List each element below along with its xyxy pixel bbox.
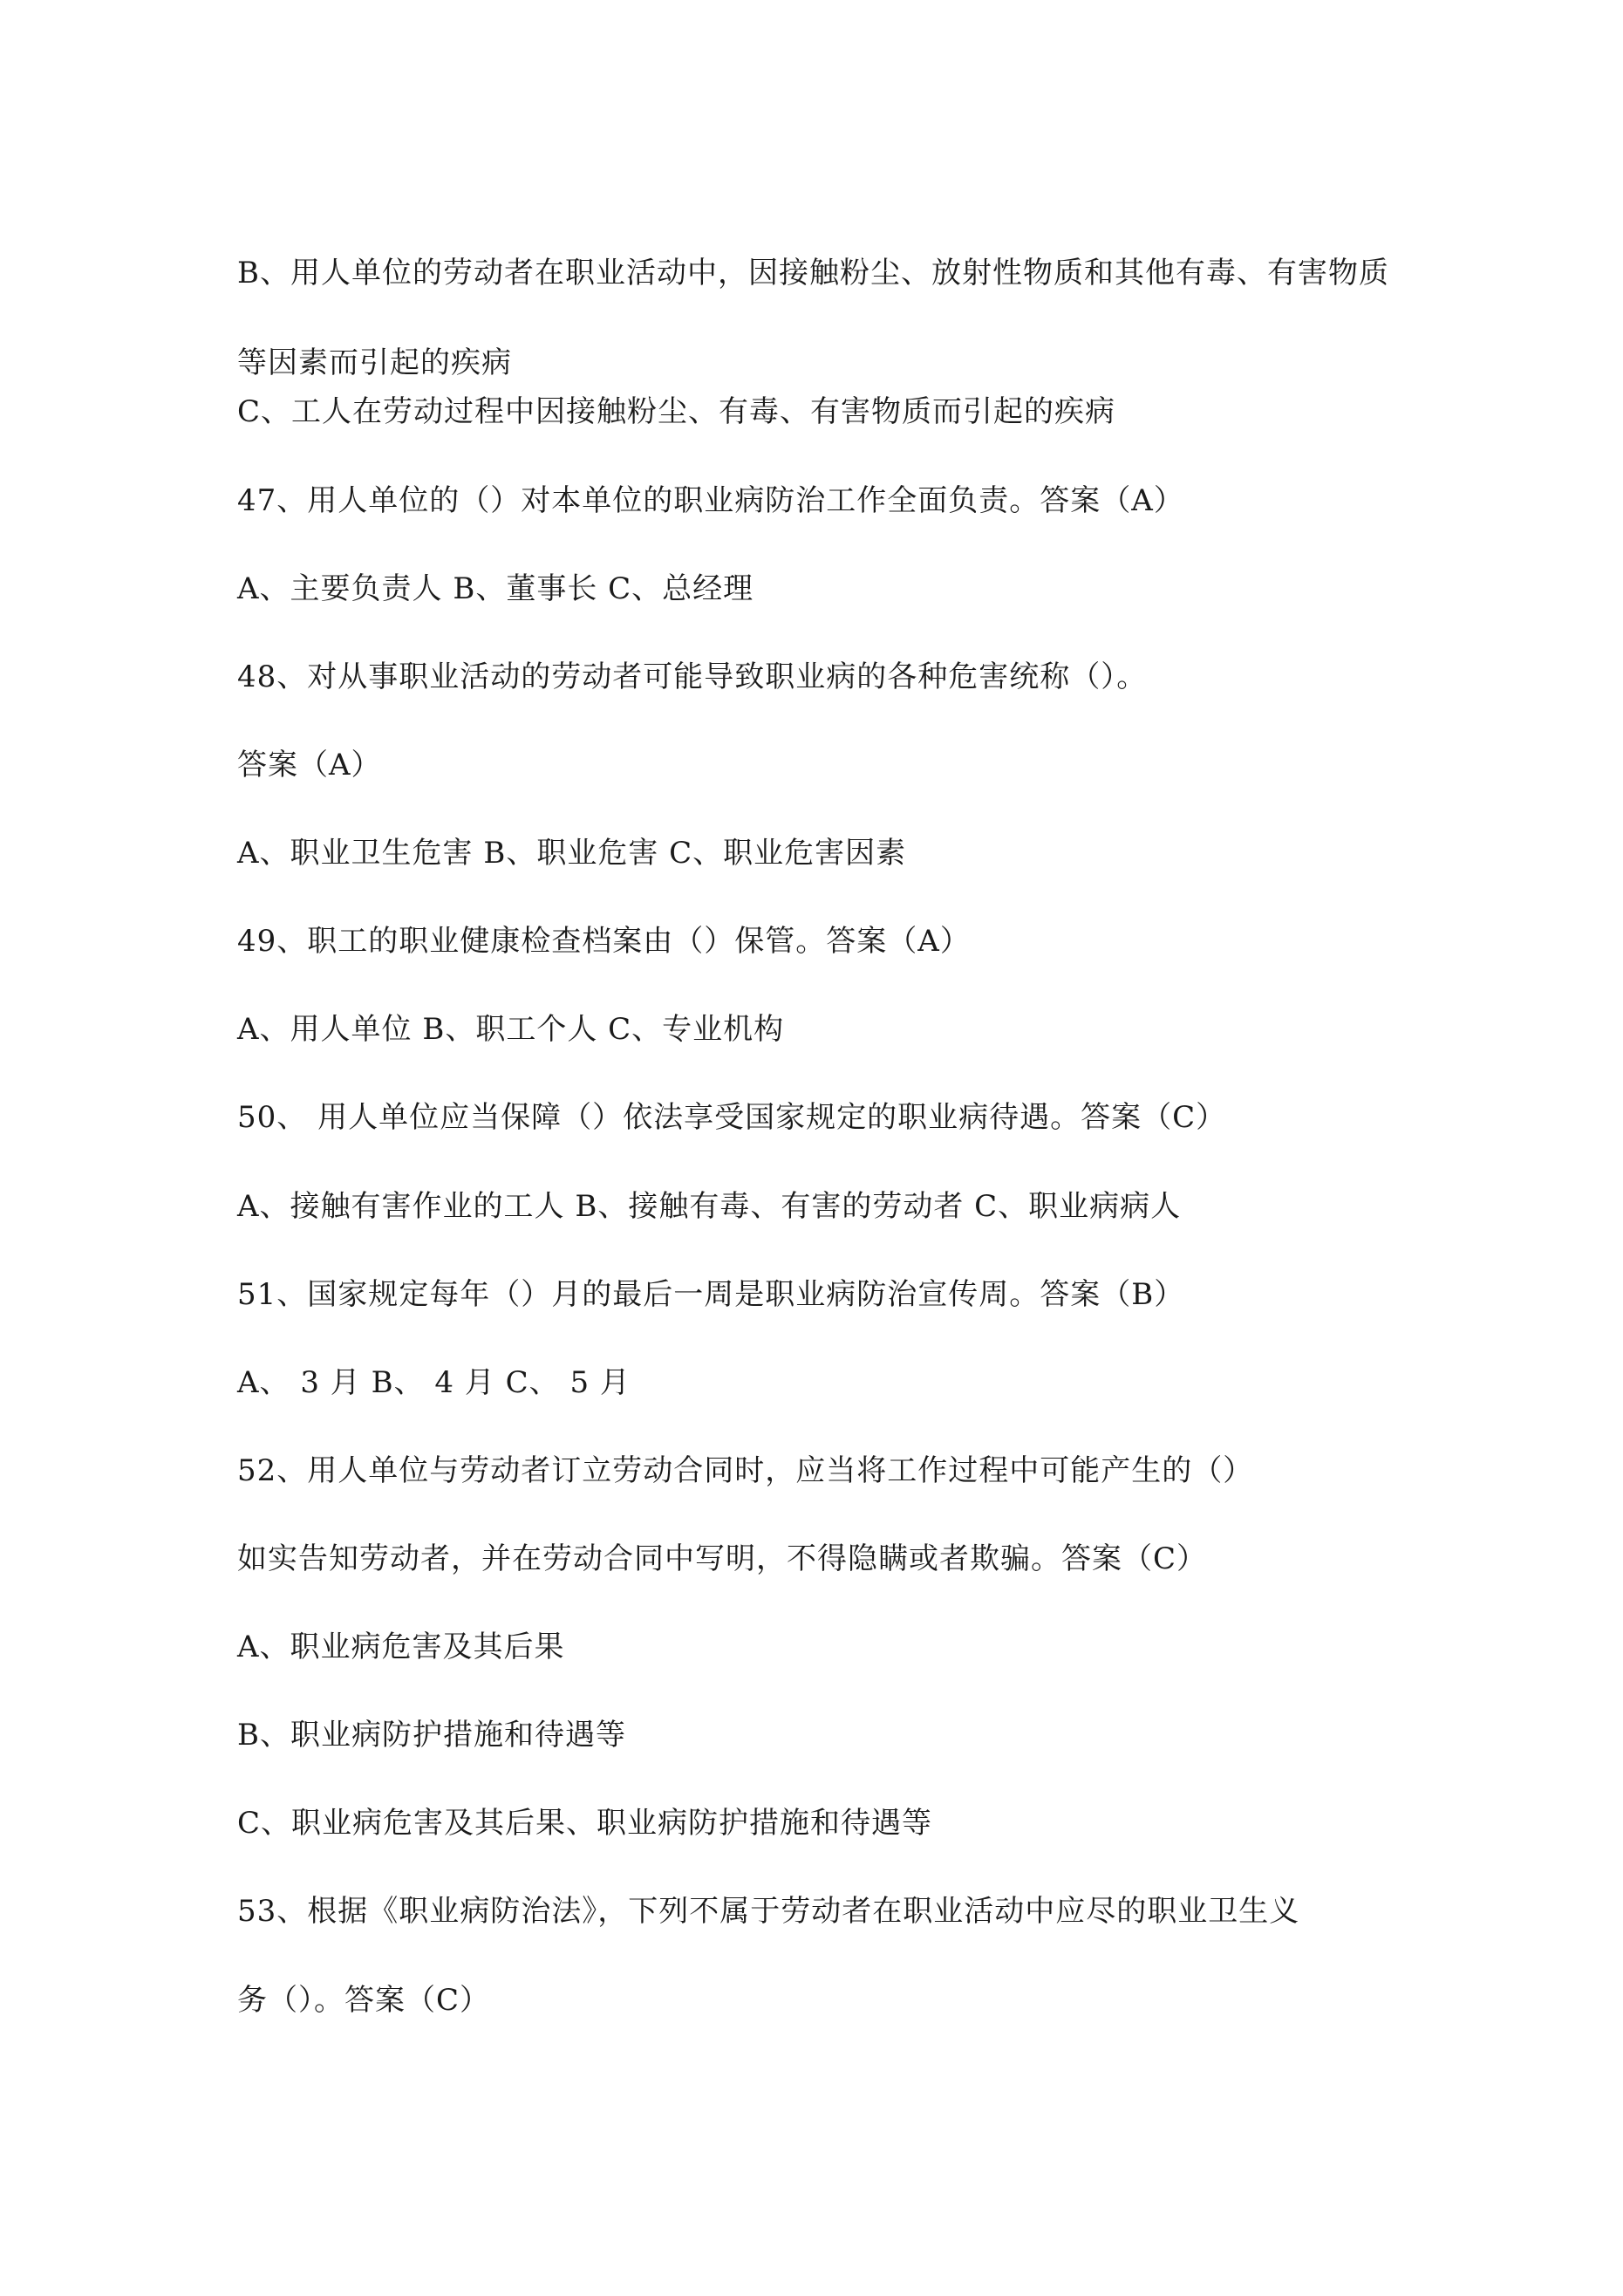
question-52: 52、用人单位与劳动者订立劳动合同时，应当将工作过程中可能产生的（）: [237, 1453, 1254, 1488]
question-53: 53、根据《职业病防治法》，下列不属于劳动者在职业活动中应尽的职业卫生义: [237, 1894, 1300, 1929]
question-47: 47、用人单位的（）对本单位的职业病防治工作全面负责。答案（A）: [237, 483, 1184, 518]
options-49: A、用人单位 B、职工个人 C、专业机构: [237, 1012, 785, 1047]
question-50: 50、 用人单位应当保障（）依法享受国家规定的职业病待遇。答案（C）: [237, 1100, 1227, 1135]
question-48: 48、对从事职业活动的劳动者可能导致职业病的各种危害统称（）。: [237, 659, 1148, 694]
options-51: A、 3 月 B、 4 月 C、 5 月: [237, 1365, 631, 1400]
option-c-52: C、职业病危害及其后果、职业病防护措施和待遇等: [237, 1806, 933, 1841]
options-47: A、主要负责人 B、董事长 C、总经理: [237, 571, 754, 606]
text-line-option-c-46: C、工人在劳动过程中因接触粉尘、有毒、有害物质而引起的疾病: [237, 394, 1116, 429]
option-b-52: B、职业病防护措施和待遇等: [237, 1718, 626, 1753]
text-line-option-b-46-cont: 等因素而引起的疾病: [237, 345, 512, 380]
question-52-cont: 如实告知劳动者，并在劳动合同中写明，不得隐瞒或者欺骗。答案（C）: [237, 1541, 1208, 1576]
option-a-52: A、职业病危害及其后果: [237, 1630, 565, 1664]
options-50: A、接触有害作业的工人 B、接触有毒、有害的劳动者 C、职业病病人: [237, 1189, 1182, 1224]
answer-48: 答案（A）: [237, 748, 382, 782]
question-53-cont: 务（）。答案（C）: [237, 1983, 491, 2018]
options-48: A、职业卫生危害 B、职业危害 C、职业危害因素: [237, 836, 907, 871]
text-line-option-b-46: B、用人单位的劳动者在职业活动中，因接触粉尘、放射性物质和其他有毒、有害物质: [237, 256, 1389, 290]
question-49: 49、职工的职业健康检查档案由（）保管。答案（A）: [237, 924, 971, 959]
question-51: 51、国家规定每年（）月的最后一周是职业病防治宣传周。答案（B）: [237, 1277, 1185, 1312]
